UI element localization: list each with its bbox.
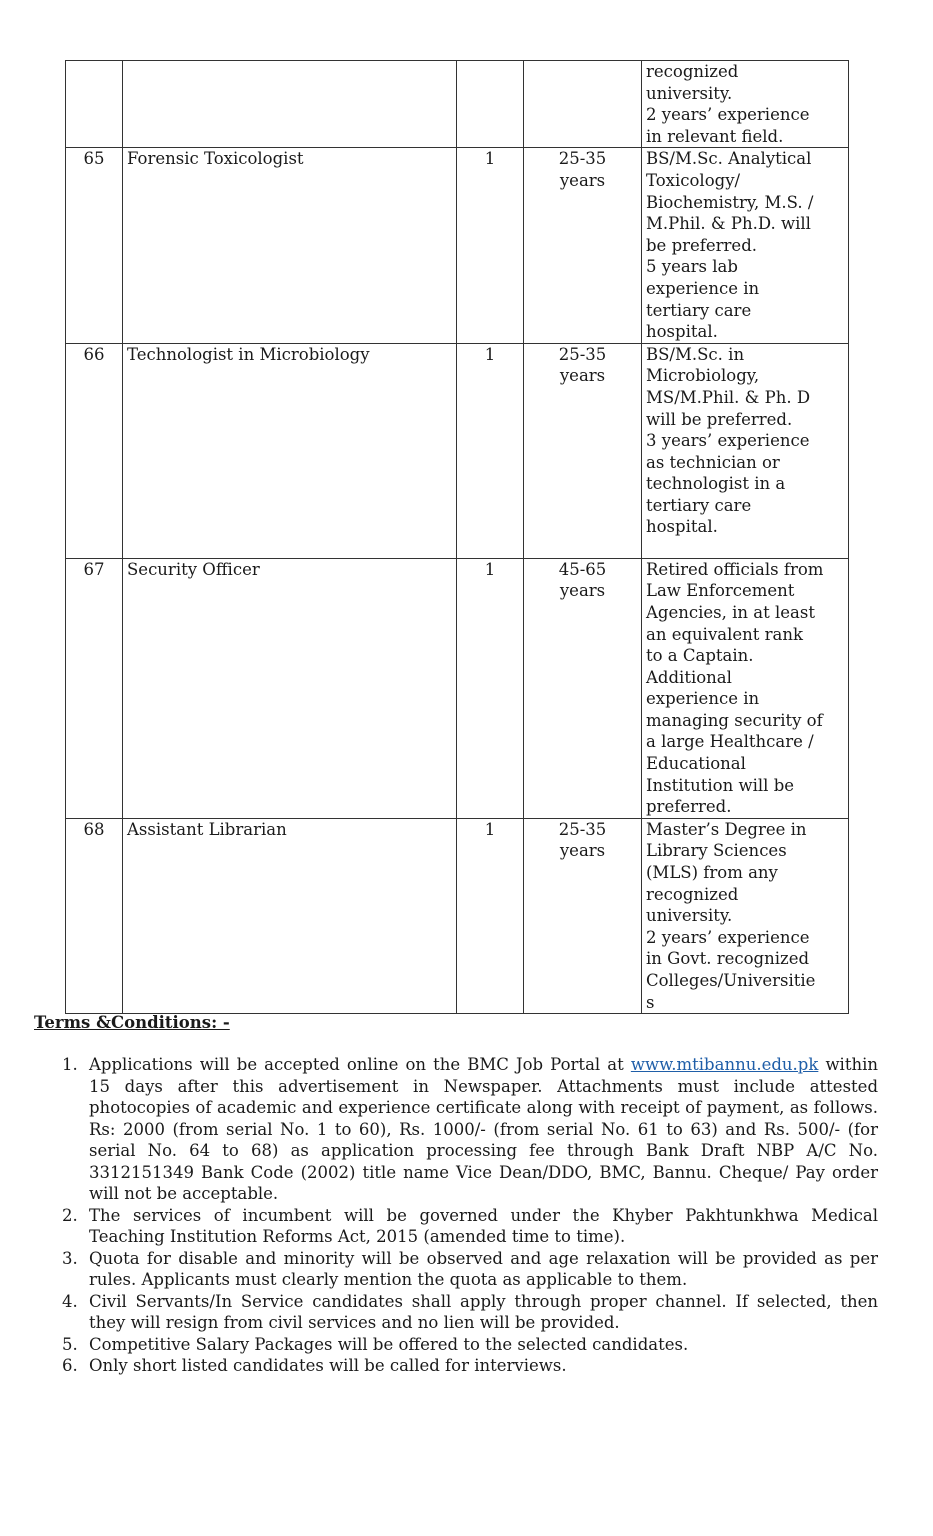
qualification-cell [642, 61, 849, 148]
qualification-line: Biochemistry, M.S. / [646, 192, 814, 212]
post-title-cell: Assistant Librarian [123, 818, 457, 1013]
qualification-cell [642, 343, 849, 558]
item-number: 4. [62, 1291, 78, 1311]
age-unit: years [559, 170, 606, 190]
qualification-cell [642, 818, 849, 1013]
serial-number-cell: 66 [66, 343, 123, 558]
post-count-cell: 1 [457, 148, 524, 343]
post-title-cell: Security Officer [123, 558, 457, 818]
qualification-line: Microbiology, [646, 366, 760, 386]
table-row [66, 343, 849, 558]
qualification-line: Toxicology/ [646, 170, 741, 190]
age-range: 25-35 [558, 149, 607, 169]
item-number: 2. [62, 1205, 78, 1225]
qualification-line: Retired officials from [646, 559, 824, 579]
qualification-line: Additional [646, 667, 732, 687]
qualification-line: managing security of [646, 710, 823, 730]
item-number: 5. [62, 1334, 78, 1354]
qualification-line: Library Sciences [646, 841, 787, 861]
list-item [52, 1291, 878, 1334]
table-row [66, 818, 849, 1013]
table-row [66, 148, 849, 343]
term-text: Competitive Salary Packages will be offered to the selected candidates. [89, 1334, 689, 1354]
term-text: Civil Servants/In Service candidates shall apply through proper channel. If selected, then they will resign from civil services and no lien will be provided. [89, 1291, 878, 1332]
post-title-cell: Forensic Toxicologist [123, 148, 457, 343]
age-unit: years [559, 841, 606, 861]
qualification-line: M.Phil. & Ph.D. will [646, 214, 811, 234]
item-number: 3. [62, 1248, 78, 1268]
list-item [52, 1054, 878, 1205]
qualification-line: preferred. [646, 797, 732, 817]
qualification-line: technologist in a [646, 474, 786, 494]
qualification-line: 2 years’ experience [646, 105, 810, 125]
qualification-line: 3 years’ experience [646, 431, 810, 451]
serial-number-cell: 65 [66, 148, 123, 343]
qualification-cell [642, 148, 849, 343]
qualification-line: tertiary care [646, 495, 752, 515]
qualification-line: Institution will be [646, 775, 795, 795]
table-row [66, 61, 849, 148]
qualification-line: BS/M.Sc. in [646, 344, 745, 364]
qualification-line: Educational [646, 754, 746, 774]
qualification-line: hospital. [646, 517, 718, 537]
qualification-line: experience in [646, 689, 760, 709]
age-limit-cell [524, 148, 642, 343]
term-text: within 15 days after this advertisement in Newspaper. Attachments must include attested photocopies of academic and experience certificate along with receipt of payment, as follows. Rs: 2000 (from serial No. 1 to 60), Rs. 1000/- (from serial No. 61 to 63) and Rs. 500/- (for serial No. 64 to 68) as application processing fee through Bank Draft NBP A/C No. 3312151349 Bank Code (2002) title name Vice Dean/DDO, BMC, Bannu. Cheque/ Pay order will not be acceptable. [89, 1055, 878, 1203]
serial-number-cell [66, 61, 123, 148]
qualification-line: hospital. [646, 322, 718, 342]
post-count-cell [457, 61, 524, 148]
item-number: 1. [62, 1055, 78, 1074]
qualification-line: university. [646, 906, 733, 926]
qualification-line: MS/M.Phil. & Ph. D [646, 387, 811, 407]
post-count-cell: 1 [457, 558, 524, 818]
qualification-line: recognized [646, 884, 739, 904]
qualification-line: Law Enforcement [646, 581, 795, 601]
qualification-line: in Govt. recognized [646, 949, 810, 969]
qualification-line: will be preferred. [646, 409, 793, 429]
post-title-cell [123, 61, 457, 148]
terms-list [52, 1054, 878, 1377]
qualification-line: Colleges/Universitie [646, 971, 816, 990]
item-number: 6. [62, 1356, 78, 1375]
serial-number-cell: 68 [66, 818, 123, 1013]
job-portal-link[interactable]: www.mtibannu.edu.pk [630, 1055, 819, 1074]
age-limit-cell [524, 343, 642, 558]
age-range: 45-65 [558, 559, 607, 579]
qualification-line: experience in [646, 278, 760, 298]
list-item [52, 1248, 878, 1291]
list-item [52, 1334, 878, 1356]
qualification-line: recognized [646, 62, 739, 81]
table-row [66, 558, 849, 818]
qualification-line: (MLS) from any [646, 863, 778, 883]
qualification-line: 2 years’ experience [646, 927, 810, 947]
post-count-cell: 1 [457, 818, 524, 1013]
serial-number-cell: 67 [66, 558, 123, 818]
qualification-line: BS/M.Sc. Analytical [646, 149, 812, 169]
age-range: 25-35 [558, 819, 607, 839]
age-limit-cell [524, 818, 642, 1013]
qualification-line: in relevant field. [646, 126, 784, 146]
age-range: 25-35 [558, 344, 607, 364]
qualification-line: a large Healthcare / [646, 732, 814, 752]
age-unit: years [559, 581, 606, 601]
list-item [52, 1205, 878, 1248]
qualification-line: Master’s Degree in [646, 819, 807, 839]
qualification-line: tertiary care [646, 300, 752, 320]
qualification-line: Agencies, in at least [646, 602, 815, 622]
qualification-line: s [646, 992, 655, 1012]
age-limit-cell [524, 558, 642, 818]
qualification-line: 5 years lab [646, 257, 738, 277]
positions-table [65, 60, 849, 1014]
age-unit: years [559, 366, 606, 386]
term-text: Only short listed candidates will be called for interviews. [89, 1356, 567, 1375]
age-limit-cell [524, 61, 642, 148]
term-text: The services of incumbent will be governed under the Khyber Pakhtunkhwa Medical Teaching Institution Reforms Act, 2015 (amended time to time). [89, 1205, 878, 1246]
qualification-line: university. [646, 83, 733, 103]
post-count-cell: 1 [457, 343, 524, 558]
qualification-cell [642, 558, 849, 818]
terms-heading: Terms &Conditions: - [34, 1013, 230, 1032]
qualification-line: be preferred. [646, 235, 758, 255]
post-title-cell: Technologist in Microbiology [123, 343, 457, 558]
list-item [52, 1355, 878, 1377]
qualification-line: as technician or [646, 452, 780, 472]
term-text: Applications will be accepted online on the BMC Job Portal at [89, 1055, 631, 1074]
term-text: Quota for disable and minority will be observed and age relaxation will be provided as per rules. Applicants must clearly mention the quota as applicable to them. [89, 1248, 878, 1289]
qualification-line: to a Captain. [646, 646, 754, 666]
qualification-line: an equivalent rank [646, 624, 803, 644]
